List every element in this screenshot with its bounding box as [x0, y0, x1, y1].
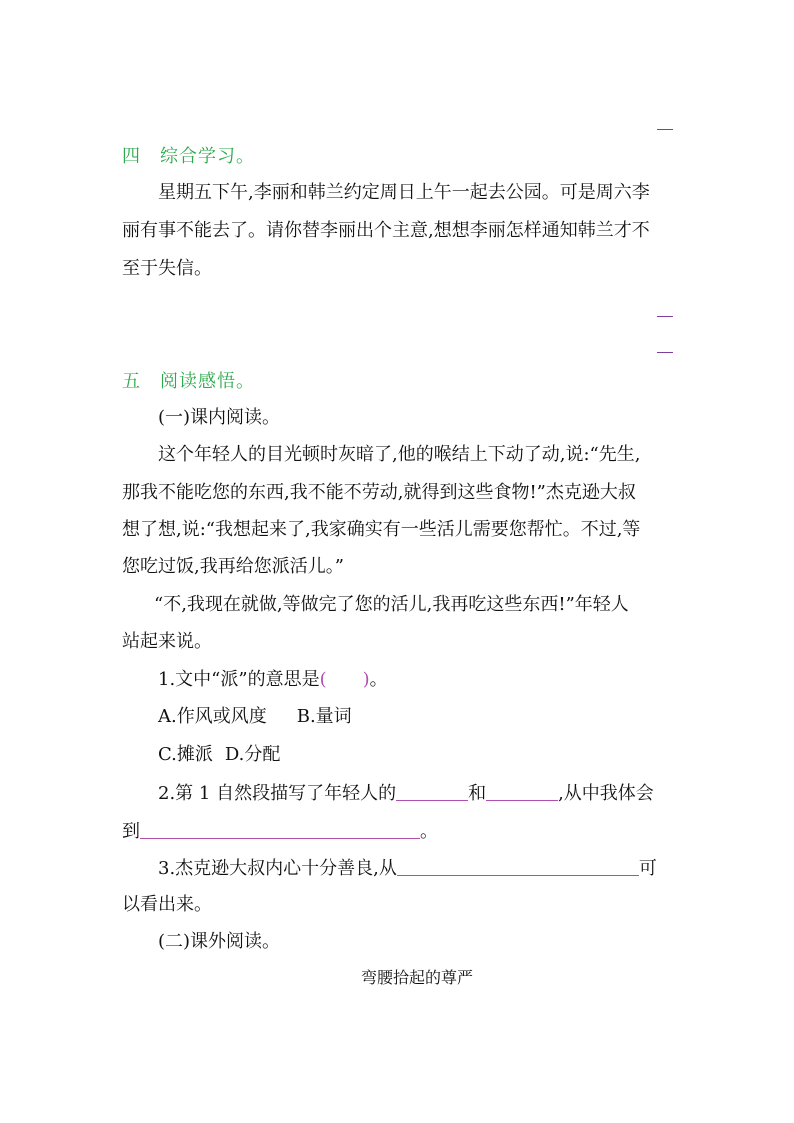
answer-line-mark [657, 352, 673, 353]
passage-line: 您吃过饭,我再给您派活儿。” [122, 556, 344, 577]
passage-line: “不,我现在就做,等做完了您的活儿,我再吃这些东西!”年轻人 [154, 594, 629, 615]
question-3 [158, 857, 657, 879]
passage-line: 这个年轻人的目光顿时灰暗了,他的喉结上下动了动,说:“先生, [158, 444, 641, 465]
question-2-text: 2.第 1 自然段描写了年轻人的 [158, 783, 397, 804]
question-1 [158, 670, 388, 690]
answer-line-mark [657, 129, 673, 130]
option-c: C.摊派 [158, 744, 213, 765]
part-1-label: (一)课内阅读。 [158, 407, 281, 428]
answer-blank[interactable] [397, 857, 639, 876]
question-3-continued: 以看出来。 [122, 894, 212, 915]
passage-line: 想了想,说:“我想起来了,我家确实有一些活儿需要您帮忙。不过,等 [122, 519, 641, 540]
answer-line-mark [657, 316, 673, 317]
part-2-label: (二)课外阅读。 [158, 931, 281, 952]
option-b: B.量词 [296, 706, 352, 727]
answer-blank[interactable] [396, 782, 468, 801]
question-1-end: 。 [369, 669, 388, 690]
answer-paren-blank[interactable]: ( ) [319, 669, 370, 690]
question-3-text: 可 [638, 858, 657, 879]
passage-line: 那我不能吃您的东西,我不能不劳动,就得到这些食物!”杰克逊大叔 [122, 482, 636, 503]
question-2-text: ,从中我体会 [558, 783, 654, 804]
option-row [158, 707, 352, 727]
section-4-text-line: 星期五下午,李丽和韩兰约定周日上午一起去公园。可是周六李 [158, 182, 650, 203]
question-2-text: 。 [420, 821, 438, 842]
question-2 [158, 782, 654, 804]
section-4-text-line: 丽有事不能去了。请你替李丽出个主意,想想李丽怎样通知韩兰才不 [122, 220, 650, 241]
section-4-text-line: 至于失信。 [122, 258, 212, 279]
option-row [158, 745, 280, 765]
question-2-text: 到 [122, 821, 140, 842]
option-a: A.作风或风度 [158, 706, 267, 727]
question-2-continued [122, 820, 438, 842]
section-4-heading: 四 综合学习。 [122, 146, 255, 167]
answer-blank[interactable] [140, 820, 420, 839]
answer-blank[interactable] [486, 782, 558, 801]
question-1-text: 1.文中“派”的意思是 [158, 669, 320, 690]
section-5-heading: 五 阅读感悟。 [122, 371, 255, 392]
question-3-text: 3.杰克逊大叔内心十分善良,从 [158, 858, 397, 879]
passage-line: 站起来说。 [122, 631, 212, 652]
question-2-text: 和 [468, 783, 487, 804]
story-title: 弯腰拾起的尊严 [360, 968, 473, 987]
option-d: D.分配 [224, 744, 281, 765]
